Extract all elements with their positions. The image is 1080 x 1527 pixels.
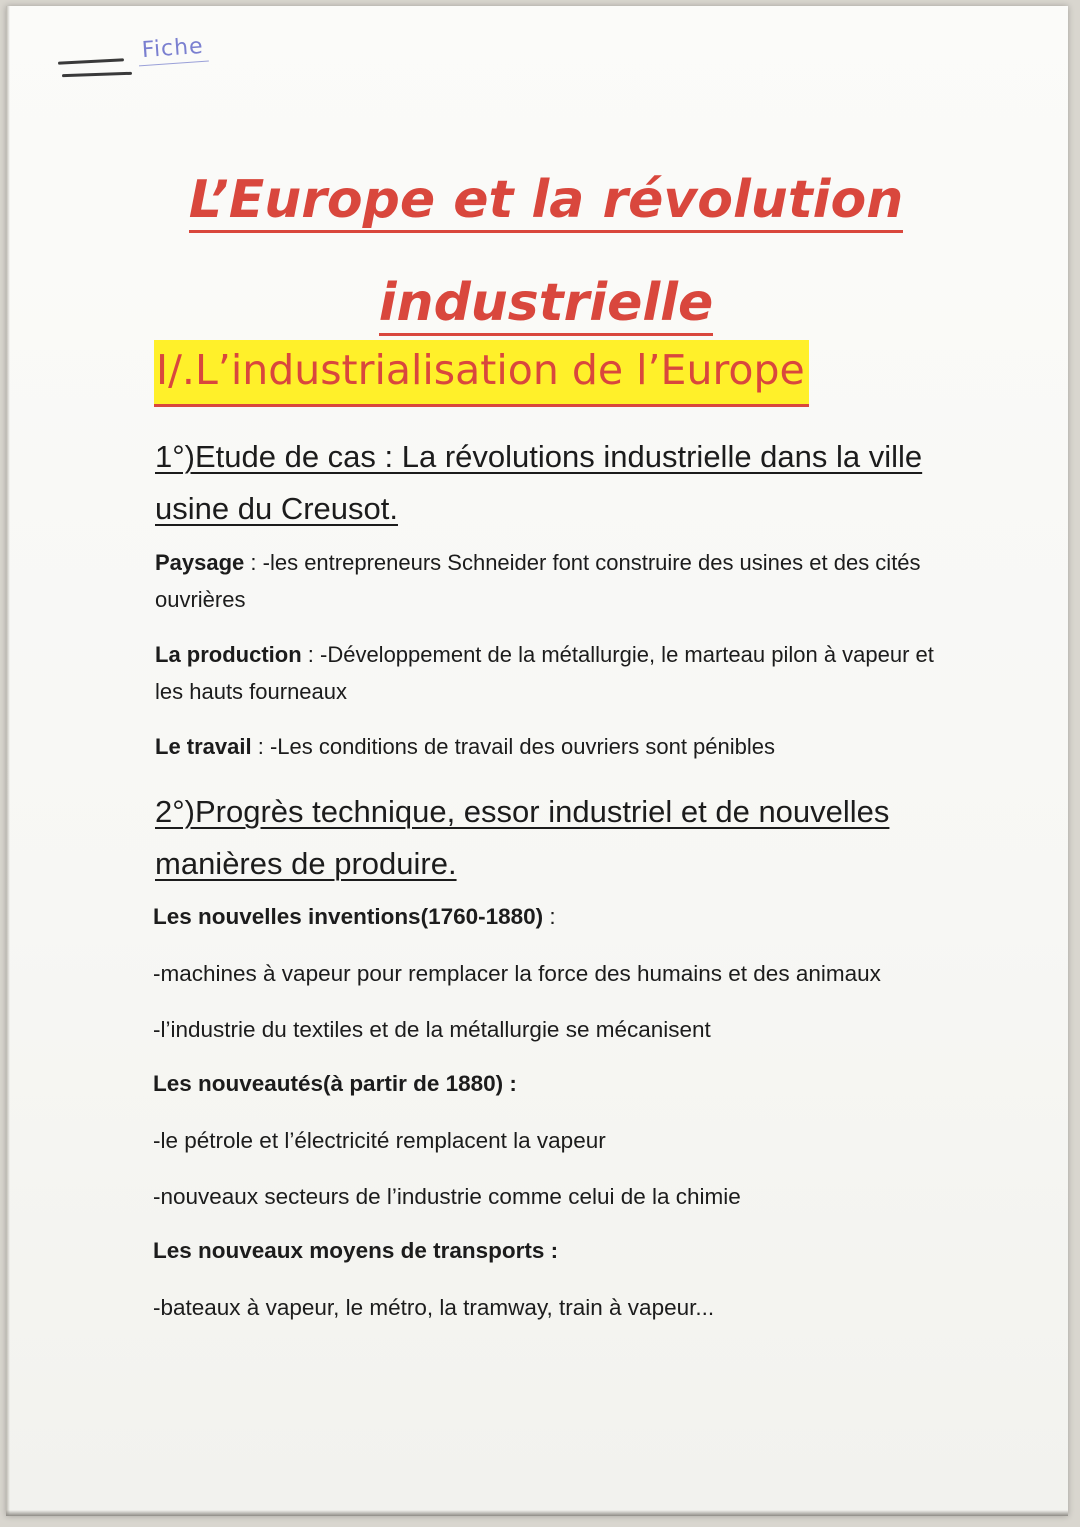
subsection-1-heading-line-2: usine du Creusot.	[155, 491, 398, 526]
subsection-2-heading-line-1: 2°)Progrès technique, essor industriel et de nouvelles	[155, 794, 890, 829]
travail-label: Le travail	[155, 734, 252, 759]
list-item: -l’industrie du textiles et de la métallurgie se mécanisent	[153, 1017, 711, 1042]
title-line-2: industrielle	[379, 273, 714, 336]
subsection-1-heading	[155, 431, 955, 535]
paysage-text: : -les entrepreneurs Schneider font construire des usines et des cités ouvrières	[155, 550, 921, 612]
list-item: -bateaux à vapeur, le métro, la tramway, train à vapeur...	[153, 1295, 715, 1320]
list-item: -machines à vapeur pour remplacer la force des humains et des animaux	[153, 961, 881, 986]
dash-mark	[62, 72, 132, 77]
paper-sheet	[6, 6, 1068, 1516]
production-text: : -Développement de la métallurgie, le marteau pilon à vapeur et les hauts fourneaux	[155, 642, 934, 704]
paysage-label: Paysage	[155, 550, 245, 575]
subsection-1-heading-line-1: 1°)Etude de cas : La révolutions industrielle dans la ville	[155, 439, 923, 474]
section-heading: I/.L’industrialisation de l’Europe	[154, 340, 809, 407]
subsection-2-heading-line-2: manières de produire.	[155, 846, 457, 881]
inventions-label-suffix: :	[543, 904, 556, 929]
inventions-label-text: Les nouvelles inventions(1760-1880)	[153, 904, 544, 929]
margin-note: Fiche	[137, 34, 209, 67]
travail-paragraph	[155, 728, 955, 765]
inventions-label	[153, 901, 973, 933]
production-label: La production	[155, 642, 302, 667]
production-paragraph	[155, 636, 955, 710]
list-item: -nouveaux secteurs de l’industrie comme celui de la chimie	[153, 1184, 741, 1209]
margin-dashes	[58, 60, 132, 86]
title-line-1: L’Europe et la révolution	[189, 170, 904, 233]
nouveautes-label: Les nouveautés(à partir de 1880) :	[153, 1071, 517, 1096]
paysage-paragraph	[155, 544, 955, 618]
list-item: -le pétrole et l’électricité remplacent la vapeur	[153, 1128, 606, 1153]
travail-text: : -Les conditions de travail des ouvriers sont pénibles	[251, 734, 776, 759]
transports-label: Les nouveaux moyens de transports :	[153, 1238, 559, 1263]
subsection-2-heading	[155, 786, 955, 890]
page-title	[6, 156, 1080, 362]
dash-mark	[58, 58, 124, 64]
